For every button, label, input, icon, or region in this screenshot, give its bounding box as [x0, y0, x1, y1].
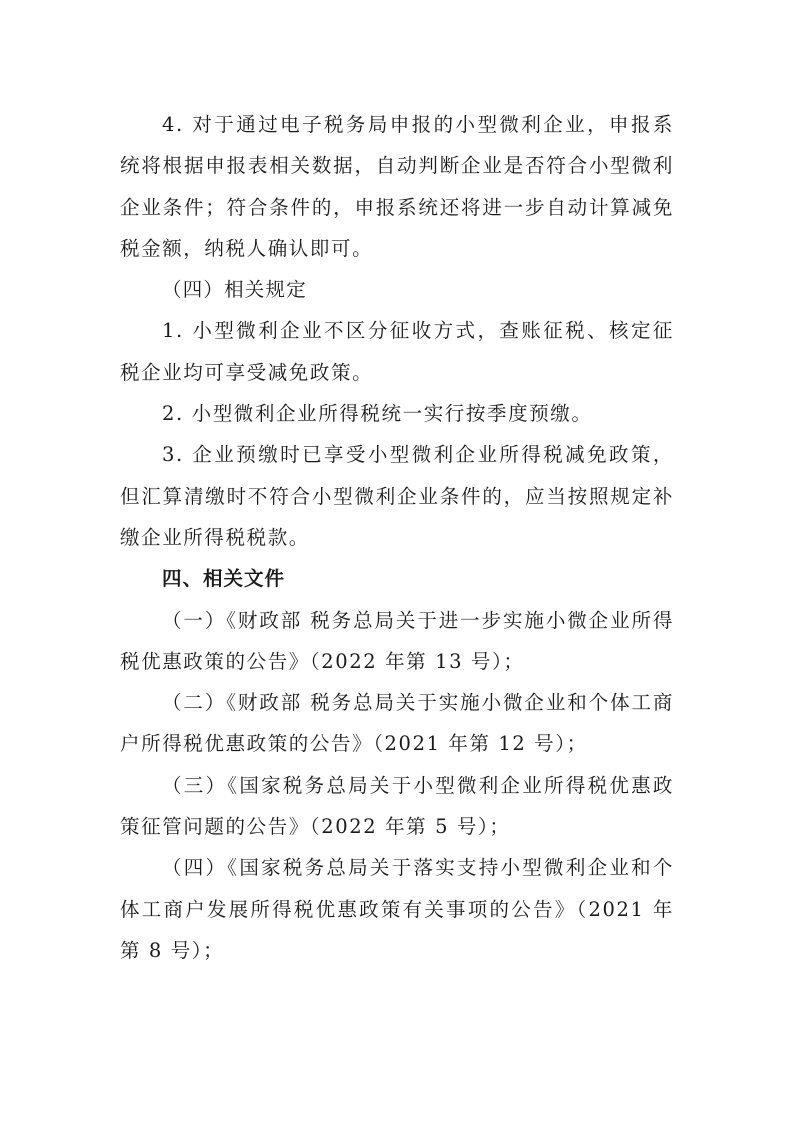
paragraph-document-2: （二）《财政部 税务总局关于实施小微企业和个体工商户所得税优惠政策的公告》（2021 年第 12 号）；: [120, 691, 674, 756]
document-page: [120, 104, 674, 971]
paragraph-provision-2: 2. 小型微利企业所得税统一实行按季度预缴。: [162, 402, 593, 426]
paragraph-provision-3: 3. 企业预缴时已享受小型微利企业所得税减免政策，但汇算清缴时不符合小型微利企业条件的，应当按照规定补缴企业所得税税款。: [120, 443, 674, 549]
heading-related-documents: 四、相关文件: [162, 567, 286, 591]
paragraph-document-3: （三）《国家税务总局关于小型微利企业所得税优惠政策征管问题的公告》（2022 年第 5 号）；: [120, 773, 674, 839]
paragraph-document-4: （四）《国家税务总局关于落实支持小型微利企业和个体工商户发展所得税优惠政策有关事项的公告》（2021 年第 8 号）；: [120, 856, 674, 962]
subheading-related-provisions: （四）相关规定: [162, 278, 307, 302]
paragraph-document-1: （一）《财政部 税务总局关于进一步实施小微企业所得税优惠政策的公告》（2022 年第 13 号）；: [120, 608, 674, 673]
paragraph-provision-1: 1. 小型微利企业不区分征收方式，查账征税、核定征税企业均可享受减免政策。: [120, 319, 674, 384]
paragraph-item-4-declaration: 4. 对于通过电子税务局申报的小型微利企业，申报系统将根据申报表相关数据，自动判断企业是否符合小型微利企业条件；符合条件的，申报系统还将进一步自动计算减免税金额，纳税人确认即可。: [120, 113, 674, 260]
